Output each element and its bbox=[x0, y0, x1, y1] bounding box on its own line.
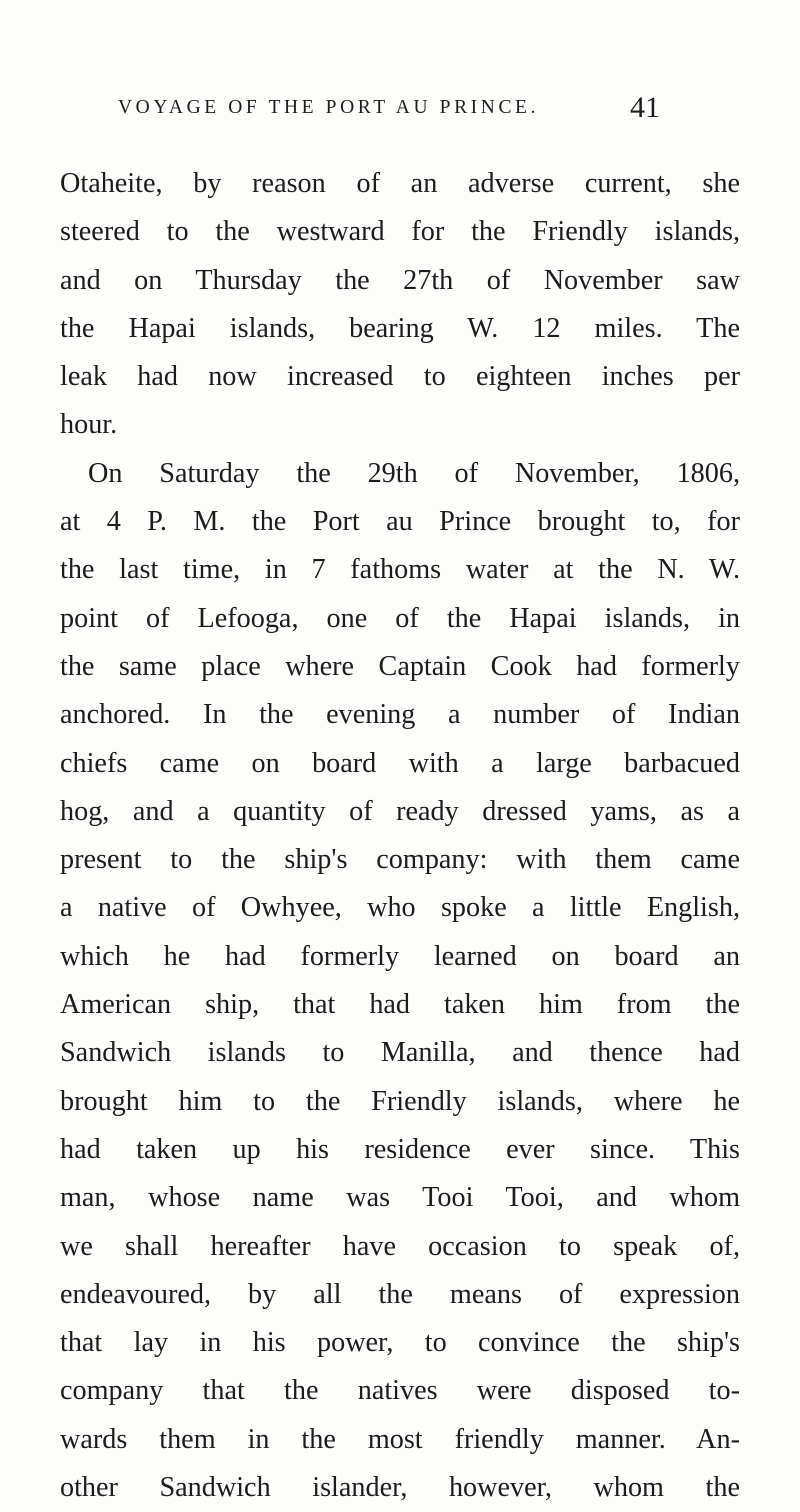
text-line: steered to the westward for the Friendly islands, bbox=[60, 216, 740, 248]
text-line: that lay in his power, to convince the ship's bbox=[60, 1327, 740, 1359]
text-line: we shall hereafter have occasion to speak of, bbox=[60, 1230, 740, 1262]
text-line: company that the natives were disposed to- bbox=[60, 1375, 740, 1407]
text-line: endeavoured, by all the means of expression bbox=[60, 1278, 740, 1310]
text-line: had taken up his residence ever since. This bbox=[60, 1133, 740, 1165]
text-line: leak had now increased to eighteen inches per bbox=[60, 361, 740, 393]
text-line: brought him to the Friendly islands, where he bbox=[60, 1085, 740, 1117]
text-line: hour. bbox=[60, 409, 118, 441]
running-head bbox=[118, 93, 678, 133]
text-line: present to the ship's company: with them came bbox=[60, 844, 740, 876]
text-line: which he had formerly learned on board an bbox=[60, 940, 740, 972]
text-line: at 4 P. M. the Port au Prince brought to, for bbox=[60, 506, 740, 538]
text-line: wards them in the most friendly manner. An- bbox=[60, 1423, 740, 1455]
text-line: hog, and a quantity of ready dressed yams, as a bbox=[60, 795, 740, 827]
text-line: a native of Owhyee, who spoke a little English, bbox=[60, 892, 740, 924]
text-line: On Saturday the 29th of November, 1806, bbox=[88, 457, 740, 489]
text-line: Sandwich islands to Manilla, and thence had bbox=[60, 1037, 740, 1069]
page-number: 41 bbox=[630, 91, 660, 124]
text-line: other Sandwich islander, however, whom the bbox=[60, 1472, 740, 1504]
text-line: point of Lefooga, one of the Hapai islands, in bbox=[60, 602, 740, 634]
text-line: Otaheite, by reason of an adverse current, she bbox=[60, 168, 740, 199]
text-line: the same place where Captain Cook had formerly bbox=[60, 650, 740, 682]
text-line: chiefs came on board with a large barbacued bbox=[60, 747, 740, 779]
text-line: and on Thursday the 27th of November saw bbox=[60, 264, 740, 296]
text-line: anchored. In the evening a number of Indian bbox=[60, 699, 740, 731]
text-line: American ship, that had taken him from the bbox=[60, 989, 740, 1021]
running-title: VOYAGE OF THE PORT AU PRINCE. bbox=[118, 97, 540, 118]
text-line: the Hapai islands, bearing W. 12 miles. The bbox=[60, 312, 740, 344]
text-line: the last time, in 7 fathoms water at the N. W. bbox=[60, 554, 740, 586]
text-line: man, whose name was Tooi Tooi, and whom bbox=[60, 1182, 740, 1214]
body-text bbox=[60, 160, 740, 1512]
